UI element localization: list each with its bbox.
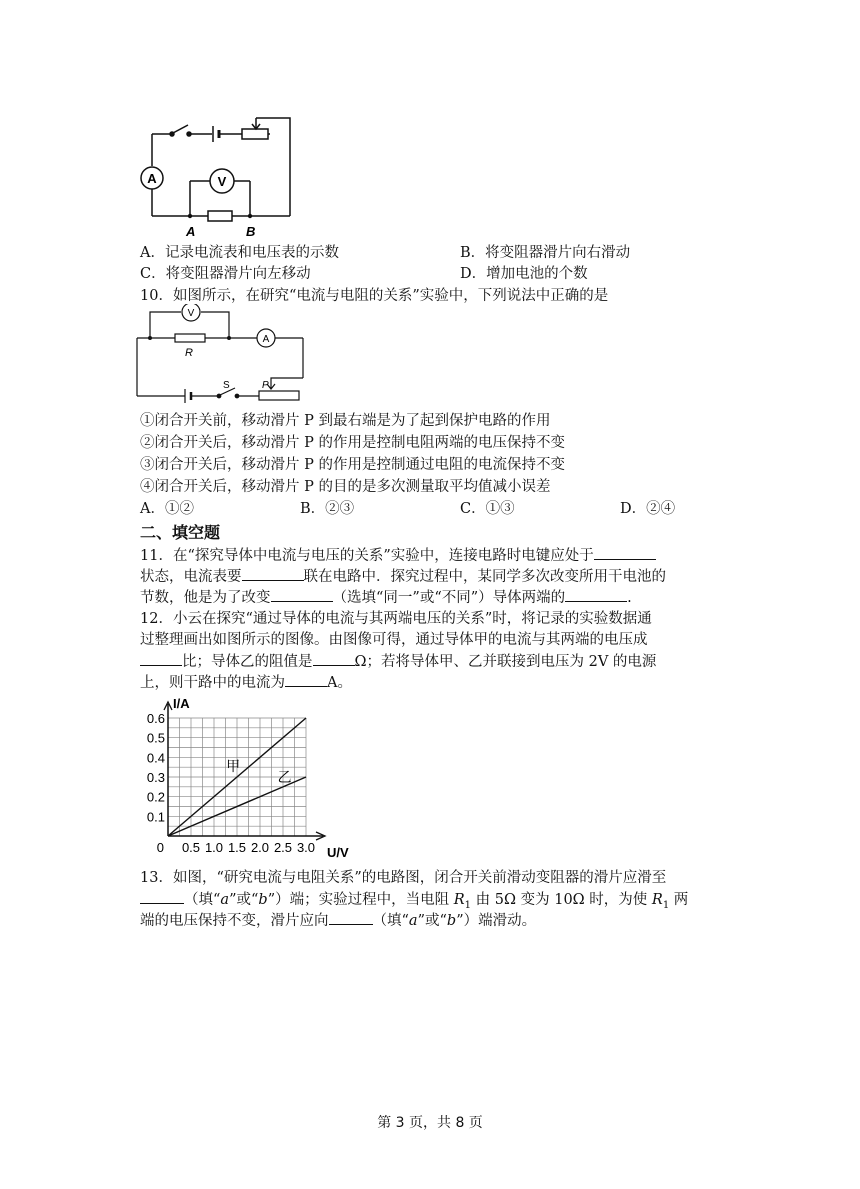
q10-option-a[interactable]: A．①②	[140, 501, 194, 517]
y-tick-label: 0.1	[146, 809, 165, 825]
x-tick-label: 3.0	[296, 840, 316, 855]
q13-line-2: （填“a”或“b”）端；实验过程中，当电阻 $R_1$ 由 5Ω 变为 10Ω 时，为使 $R_1$ 两	[140, 889, 688, 916]
q12-line-2: 过整理画出如图所示的图像。由图像可得，通过导体甲的电流与其两端的电压成	[140, 632, 648, 648]
series-label-1: 甲	[226, 757, 241, 774]
page-footer: 第 3 页，共 8 页	[377, 1115, 483, 1131]
q10-resistor-label: R	[185, 347, 193, 359]
q10-option-c[interactable]: C．①③	[460, 501, 515, 517]
q9-circuit-diagram	[140, 108, 300, 243]
q10-stem: 10．如图所示，在研究“电流与电阻的关系”实验中，下列说法中正确的是	[140, 288, 609, 304]
q12-blank-2[interactable]	[313, 651, 355, 666]
q12-blank-3[interactable]	[285, 672, 327, 687]
q10-statement-1: ①闭合开关前，移动滑片 P 到最右端是为了起到保护电路的作用	[140, 413, 551, 429]
q10-statement-4: ④闭合开关后，移动滑片 P 的目的是多次测量取平均值减小误差	[140, 479, 551, 495]
node-label-a: A	[186, 224, 196, 239]
q13-line-1: 13．如图，“研究电流与电阻关系”的电路图，闭合开关前滑动变阻器的滑片应滑至	[140, 870, 667, 886]
section-title: 二、填空题	[140, 523, 221, 542]
ammeter-symbol: A	[147, 171, 157, 186]
q10-option-d[interactable]: D．②④	[620, 501, 676, 517]
q10-statement-2: ②闭合开关后，移动滑片 P 的作用是控制电阻两端的电压保持不变	[140, 435, 565, 451]
q10-circuit-diagram	[135, 304, 315, 414]
x-tick-label: 1.0	[204, 840, 224, 855]
q11-blank-3[interactable]	[271, 587, 333, 602]
q12-line-1: 12．小云在探究“通过导体的电流与其两端电压的关系”时，将记录的实验数据通	[140, 611, 652, 627]
x-tick-label: 2.5	[273, 840, 293, 855]
q10-statement-3: ③闭合开关后，移动滑片 P 的作用是控制通过电阻的电流保持不变	[140, 457, 565, 473]
q10-switch-label: S	[223, 380, 230, 391]
x-axis-label: U/V	[327, 845, 349, 860]
y-tick-label: 0.5	[146, 730, 165, 746]
y-tick-label: 0.4	[146, 750, 165, 766]
node-label-b: B	[246, 224, 256, 239]
q11-line-3: 节数，他是为了改变 （选填“同一”或“不同”）导体两端的 .	[140, 587, 632, 608]
y-axis-label: I/A	[173, 696, 190, 711]
q12-line-3: 比；导体乙的阻值是 Ω；若将导体甲、乙并联接到电压为 2V 的电源	[140, 651, 656, 672]
x-tick-label: 0.5	[181, 840, 201, 855]
y-tick-label: 0.3	[146, 770, 165, 785]
x-tick-label: 0	[156, 840, 164, 855]
q11-line-2: 状态，电流表要 联在电路中．探究过程中，某同学多次改变所用干电池的	[140, 566, 666, 587]
q10-ammeter-symbol: A	[262, 334, 270, 345]
q10-voltmeter-symbol: V	[187, 308, 195, 319]
q11-blank-4[interactable]	[565, 587, 627, 602]
q9-option-b[interactable]: B．将变阻器滑片向右滑动	[460, 245, 631, 261]
q9-option-c[interactable]: C．将变阻器滑片向左移动	[140, 266, 311, 282]
q12-blank-1[interactable]	[140, 651, 182, 666]
voltmeter-symbol: V	[217, 174, 227, 189]
q11-blank-1[interactable]	[594, 545, 656, 560]
q12-line-4: 上，则干路中的电流为 A。	[140, 672, 352, 693]
q11-line-1: 11．在“探究导体中电流与电压的关系”实验中，连接电路时电键应处于	[140, 545, 656, 566]
q10-option-b[interactable]: B．②③	[300, 501, 355, 517]
x-tick-label: 2.0	[250, 840, 270, 855]
q10-slider-label: P	[262, 380, 269, 391]
y-tick-label: 0.6	[146, 711, 165, 726]
q13-blank-1[interactable]	[140, 889, 184, 904]
q13-line-3: 端的电压保持不变，滑片应向 （填“a”或“b”）端滑动。	[140, 910, 536, 931]
series-label-2: 乙	[277, 768, 292, 785]
q13-blank-2[interactable]	[329, 910, 373, 925]
q11-blank-2[interactable]	[242, 566, 304, 581]
iu-graph	[138, 696, 363, 861]
x-tick-label: 1.5	[227, 840, 247, 855]
q9-option-a[interactable]: A．记录电流表和电压表的示数	[140, 245, 339, 261]
q9-option-d[interactable]: D．增加电池的个数	[460, 266, 588, 282]
y-tick-label: 0.2	[146, 789, 165, 805]
